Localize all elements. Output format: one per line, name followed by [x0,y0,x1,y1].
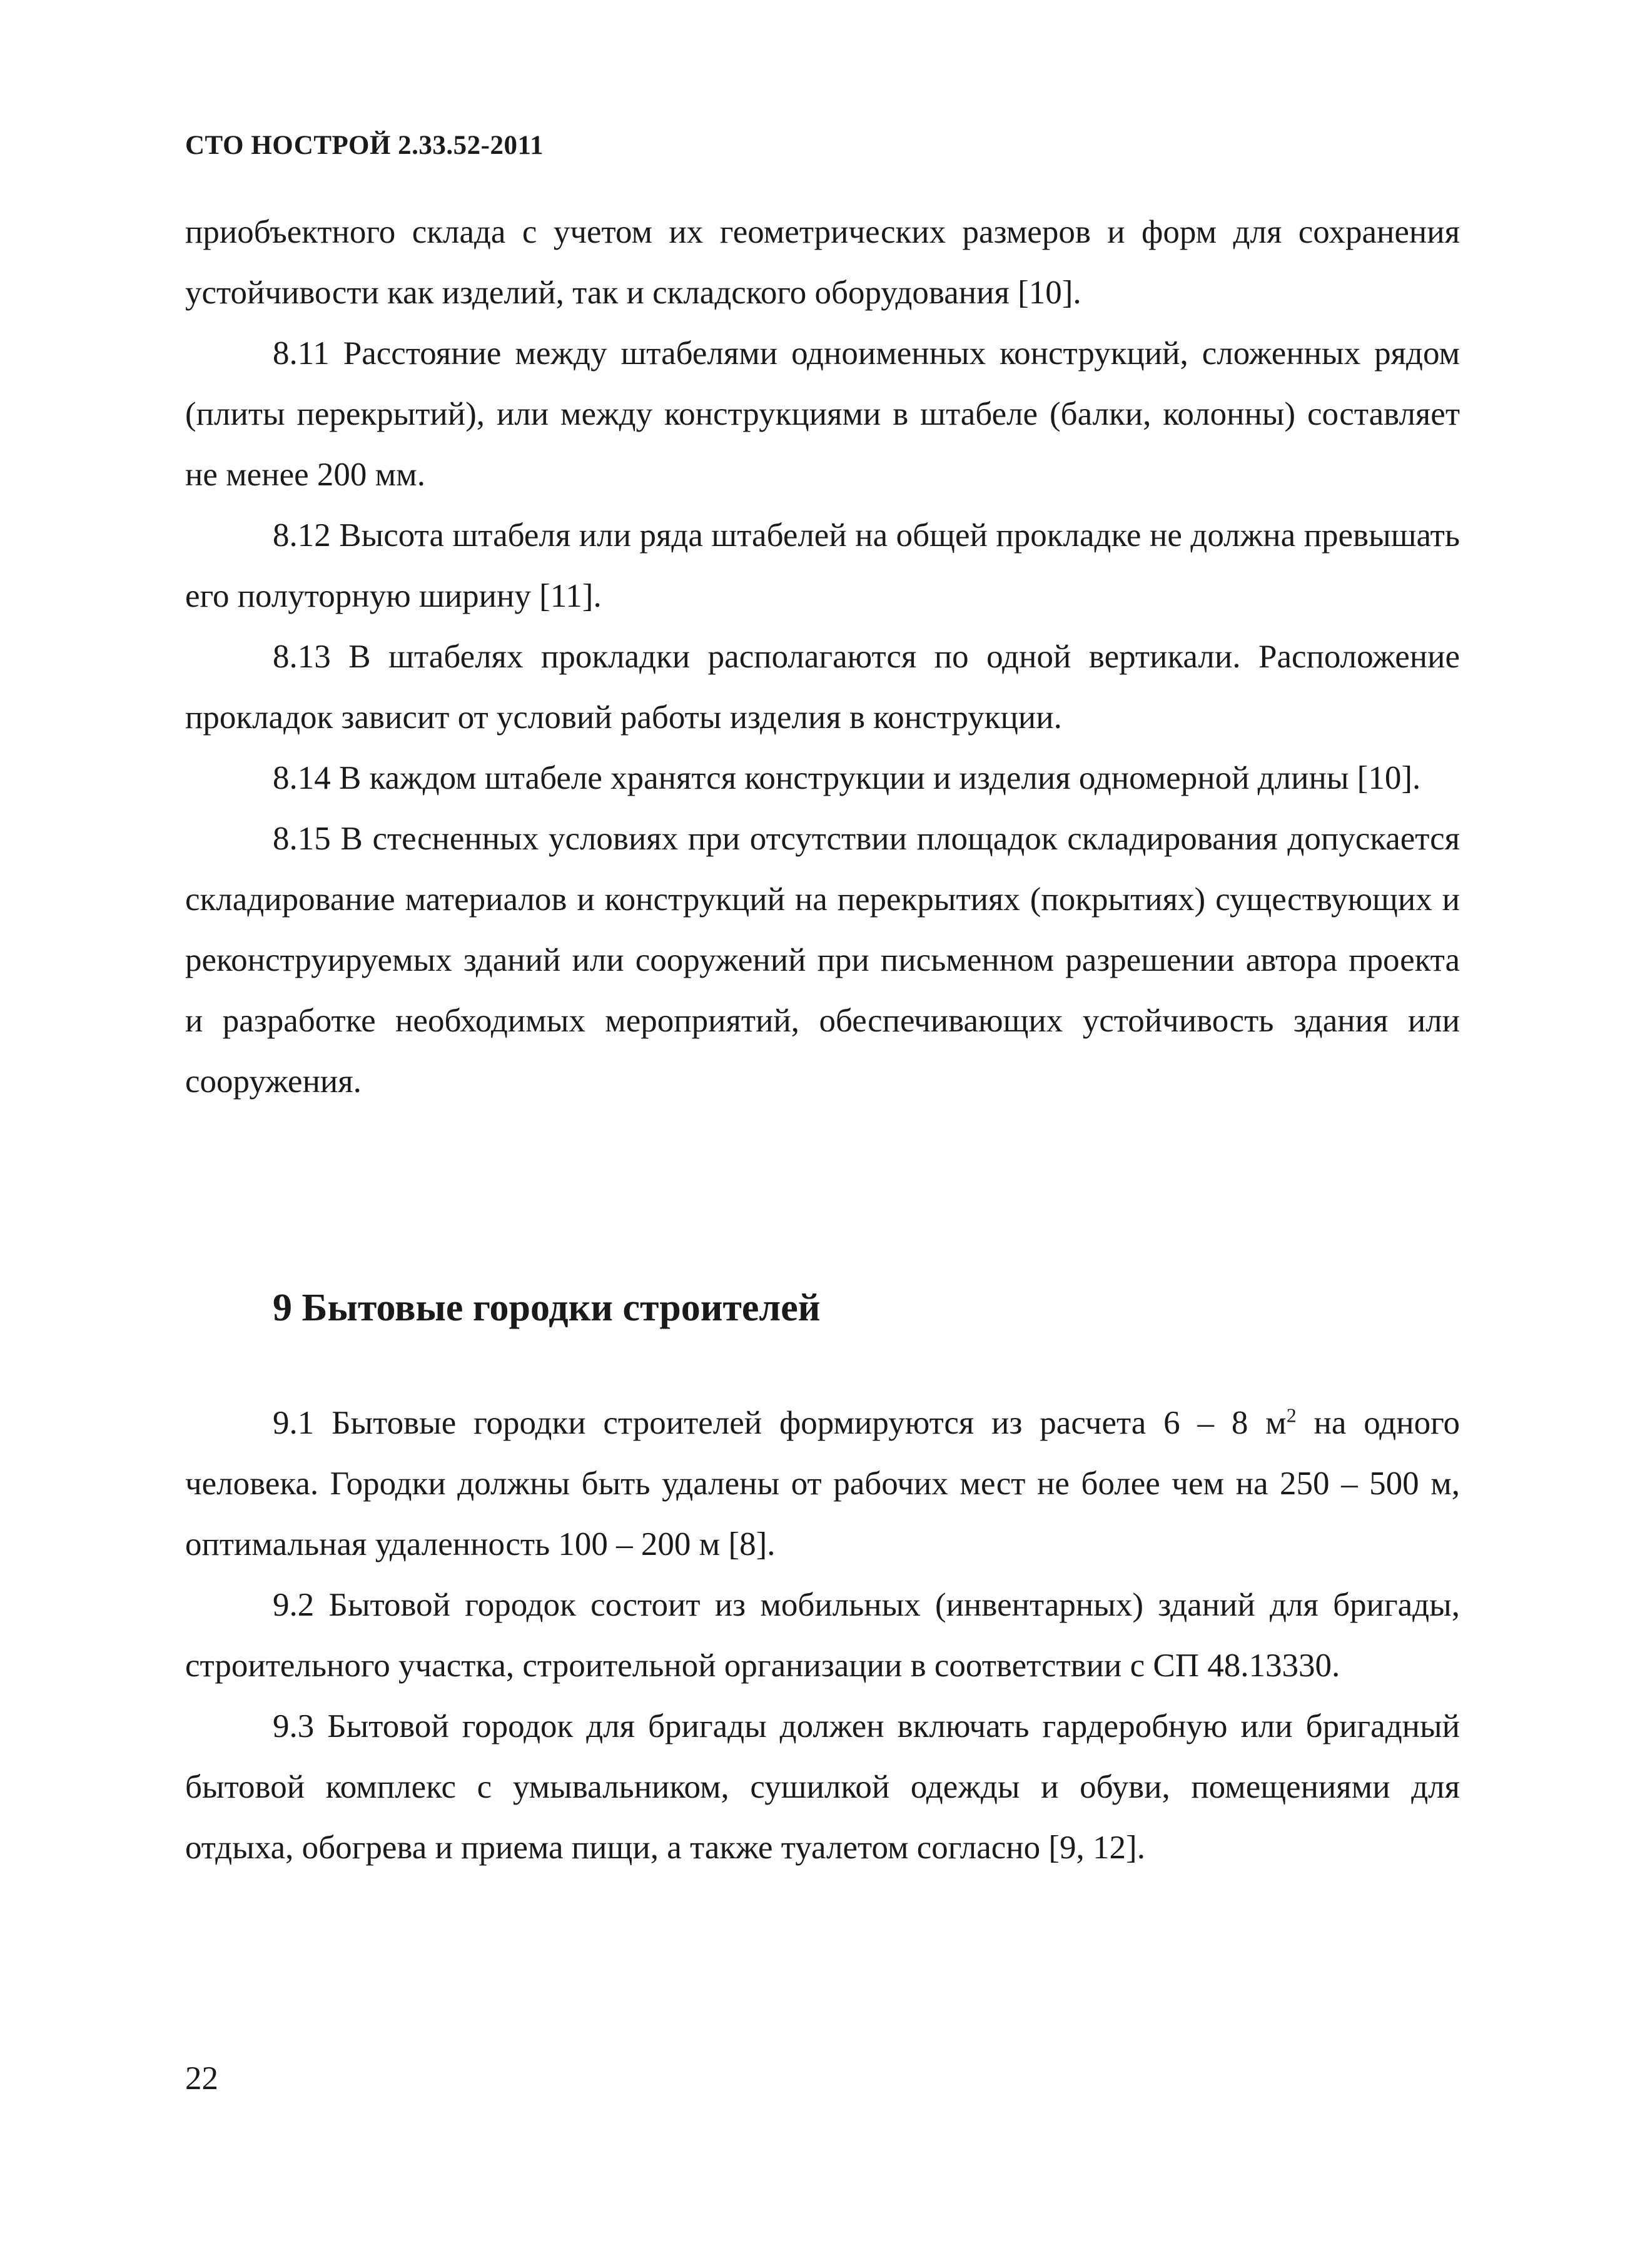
paragraph-8-13: 8.13 В штабелях прокладки располагаются по одной вертикали. Расположение прокладок зависит от условий работы изделия в конструкции. [185,639,1460,736]
paragraph-9-1 [185,1393,1460,1575]
section-9-body [185,1393,1460,1878]
paragraph-9-3: 9.3 Бытовой городок для бригады должен включать гардеробную или бригадный бытовой комплекс с умывальником, сушилкой одежды и обуви, помещениями для отдыха, обогрева и приема пищи, а также туалетом согласно [9, 12]. [185,1708,1460,1866]
paragraph-9-1-text-start: 9.1 Бытовые городки строителей формируются из расчета 6 – 8 м [273,1405,1287,1441]
square-superscript: 2 [1286,1404,1297,1427]
paragraph-9-2: 9.2 Бытовой городок состоит из мобильных (инвентарных) зданий для бригады, строительного участка, строительной организации в соответствии с СП 48.13330. [185,1587,1460,1684]
paragraph-8-10-continuation: приобъектного склада с учетом их геометрических размеров и форм для сохранения устойчивости как изделий, так и складского оборудования [10]. [185,214,1460,311]
document-header-code: СТО НОСТРОЙ 2.33.52-2011 [185,131,544,160]
section-9-heading: 9 Бытовые городки строителей [273,1287,821,1329]
section-8-continued [185,202,1460,1112]
page-number: 22 [185,2060,218,2097]
paragraph-8-12: 8.12 Высота штабеля или ряда штабелей на общей прокладке не должна превышать его полуторную ширину [11]. [185,517,1460,614]
paragraph-8-11: 8.11 Расстояние между штабелями одноименных конструкций, сложенных рядом (плиты перекрытий), или между конструкциями в штабеле (балки, колонны) составляет не менее 200 мм. [185,335,1460,493]
paragraph-8-14: 8.14 В каждом штабеле хранятся конструкции и изделия одномерной длины [10]. [273,760,1421,796]
paragraph-8-15: 8.15 В стесненных условиях при отсутствии площадок складирования допускается складирование материалов и конструкций на перекрытиях (покрытиях) существующих и реконструируемых зданий или сооружений при письменном разрешении автора проекта и разработке необходимых мероприятий, обеспечивающих устойчивость здания или сооружения. [185,821,1460,1100]
paragraph-9-1-text-end: на одного человека. Городки должны быть удалены от рабочих мест не более чем на 250 – 500 м, оптимальная удаленность 100 – 200 м [8]. [185,1405,1460,1562]
